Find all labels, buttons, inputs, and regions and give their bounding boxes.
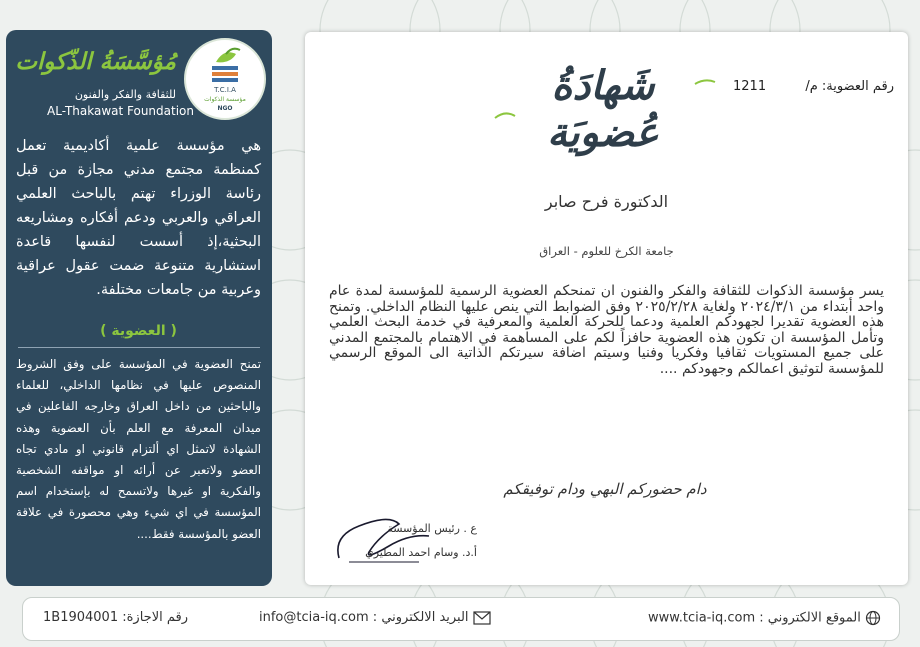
member-number-label: رقم العضوية: م/ [805, 79, 894, 94]
globe-icon [865, 610, 881, 626]
brand-subtitle: للثقافة والفكر والفنون [74, 88, 176, 101]
envelope-icon [473, 611, 491, 625]
website-text: الموقع الالكتروني : www.tcia-iq.com [648, 610, 861, 626]
email-text: info@tcia-iq.com : البريد الالكتروني [259, 610, 469, 625]
sidebar [6, 30, 272, 586]
title-flourish-icon [485, 70, 725, 130]
membership-heading: ( العضوية ) [100, 323, 177, 339]
holder-name: الدكتورة فرح صابر [544, 192, 669, 211]
foundation-logo [184, 38, 266, 120]
footer-bar [22, 597, 900, 641]
foundation-intro: هي مؤسسة علمية أكاديمية تعمل كمنظمة مجتمع مدني مجازة من قبل رئاسة الوزراء تهتم بالباحث العلمي العراقي والعربي ودعم أفكاره ومشاريعه البحثية،إذ أسست لنفسها قاعدة استشارية متنوعة ضمت عقول عراقية وعربية من جامعات مختلفة. [16, 138, 261, 298]
membership-terms: تمنح العضوية في المؤسسة على وفق الشروط المنصوص عليها في نظامها الداخلي، للعلماء والباحثين من داخل العراق وخارجه الفاعلين في ميدان المعرفة مع العلم بأن العضوية وهذه الشهادة لاتمثل اي ألتزام قانوني او مادي تجاه العضو ولاتعبر عن أرائه او مواقفه الشخصية والفكرية او غيرها ولاتسمح له بإستخدام اسم المؤسسة في اي شيء وهي محصورة في علاقة العضو بالمؤسسة فقط.... [16, 357, 261, 541]
closing-wishes: دام حضوركم البهي ودام توفيقكم [503, 480, 707, 498]
footer-email[interactable] [259, 610, 491, 625]
svg-text:T.C.I.A: T.C.I.A [214, 86, 236, 94]
signature-title: ع . رئيس المؤسسة [387, 522, 477, 535]
certificate-panel [305, 32, 908, 585]
holder-institution: جامعة الكرخ للعلوم - العراق [539, 244, 674, 258]
sidebar-divider [18, 347, 260, 348]
member-number: 1211 [733, 79, 767, 94]
svg-text:مؤسسة الذكوات: مؤسسة الذكوات [204, 96, 246, 103]
certificate-title: شَهادَةُ عُضويَة [547, 62, 659, 156]
certificate-body: يسر مؤسسة الذكوات للثقافة والفكر والفنون ان تمنحكم العضوية الرسمية للمؤسسة لمدة عام واحد أبتداء من ٢٠٢٤/٣/١ ولغاية ٢٠٢٥/٢/٢٨ وفق الضوابط التي ينص عليها النظام الداخلي. وتمنح هذه العضوية تقديرا لجهودكم العلمية ودعما للحركة العلمية والمعرفية في خدمة البحث العلمي وتأمل المؤسسة ان تكون هذه العضوية حافزاً لكم على المساهمة في الاهتمام بالمجتمع المدني على جميع المستويات ثقافيا وفكريا وفنيا وسيتم اضافة سيرتكم الذاتية الى الموقع الرسمي للمؤسسة لتوثيق اعمالكم وجهودكم .... [329, 283, 884, 377]
signature-name: أ.د. وسام احمد المطيري [365, 546, 477, 559]
brand-title: مُؤسَّسَةُ الذّكوات [15, 48, 176, 75]
logo-emblem-icon [186, 40, 264, 118]
footer-website[interactable] [648, 610, 881, 626]
footer-license: 1B1904001 :رقم الاجازة [43, 610, 188, 625]
brand-english-name: AL-Thakawat Foundation [47, 104, 194, 118]
svg-text:NGO: NGO [217, 105, 233, 112]
